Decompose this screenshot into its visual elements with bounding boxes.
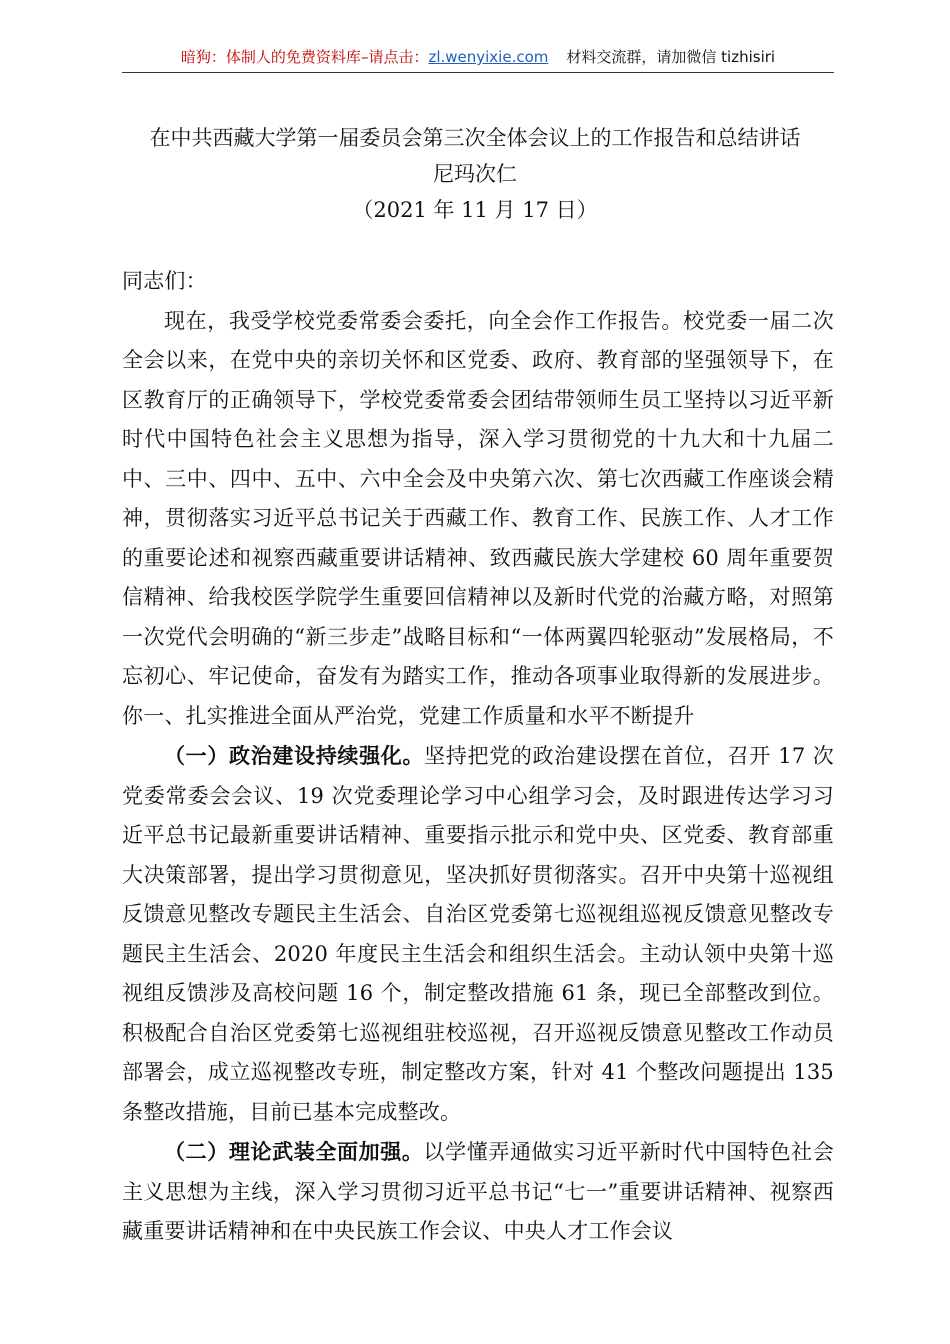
section-1-body: 坚持把党的政治建设摆在首位，召开 17 次党委常委会会议、19 次党委理论学习中心组学习会，及时跟进传达学习习近平总书记最新重要讲话精神、重要指示批示和党中央、区党委、教育部重大决策部署，提出学习贯彻意见，坚决抓好贯彻落实。召开中央第十巡视组反馈意见整改专题民主生活会、自治区党委第七巡视组巡视反馈意见整改专题民主生活会、2020 年度民主生活会和组织生活会。主动认领中央第十巡视组反馈涉及高校问题 16 个，制定整改措施 61 条，现已全部整改到位。积极配合自治区党委第七巡视组驻校巡视，召开巡视反馈意见整改工作动员部署会，成立巡视整改专班，制定整改方案，针对 41 个整改问题提出 135 条整改措施，目前已基本完成整改。 (122, 744, 834, 1124)
paragraph-section-1 (122, 736, 834, 1132)
header-link[interactable]: zl.wenyixie.com (428, 48, 549, 66)
header-prompt: –请点击： (360, 48, 429, 66)
section-1-heading: （一）政治建设持续强化。 (164, 743, 425, 768)
header-contact: 材料交流群，请加微信 tizhisiri (566, 48, 776, 66)
title-block (0, 120, 950, 228)
section-2-heading: （二）理论武装全面加强。 (164, 1139, 424, 1164)
paragraph-intro: 现在，我受学校党委常委会委托，向全会作工作报告。校党委一届二次全会以来，在党中央的亲切关怀和区党委、政府、教育部的坚强领导下，在区教育厅的正确领导下，学校党委常委会团结带领师生员工坚持以习近平新时代中国特色社会主义思想为指导，深入学习贯彻党的十九大和十九届二中、三中、四中、五中、六中全会及中央第六次、第七次西藏工作座谈会精神，贯彻落实习近平总书记关于西藏工作、教育工作、民族工作、人才工作的重要论述和视察西藏重要讲话精神、致西藏民族大学建校 60 周年重要贺信精神、给我校医学院学生重要回信精神以及新时代党的治藏方略，对照第一次党代会明确的“新三步走”战略目标和“一体两翼四轮驱动”发展格局，不忘初心、牢记使命，奋发有为踏实工作，推动各项事业取得新的发展进步。你一、扎实推进全面从严治党，党建工作质量和水平不断提升 (122, 308, 834, 728)
section-2-body: 以学懂弄通做实习近平新时代中国特色社会主义思想为主线，深入学习贯彻习近平总书记“七一”重要讲话精神、视察西藏重要讲话精神和在中央民族工作会议、中央人才工作会议 (122, 1140, 834, 1243)
document-author: 尼玛次仁 (433, 162, 517, 186)
salutation: 同志们： (122, 269, 207, 293)
paragraph-section-2 (122, 1132, 834, 1252)
header-brand: 暗狗：体制人的免费资料库 (180, 48, 361, 66)
document-title: 在中共西藏大学第一届委员会第三次全体会议上的工作报告和总结讲话 (149, 126, 801, 150)
page-header (122, 46, 834, 73)
document-date: （2021 年 11 月 17 日） (352, 198, 598, 222)
document-body (122, 262, 834, 1252)
